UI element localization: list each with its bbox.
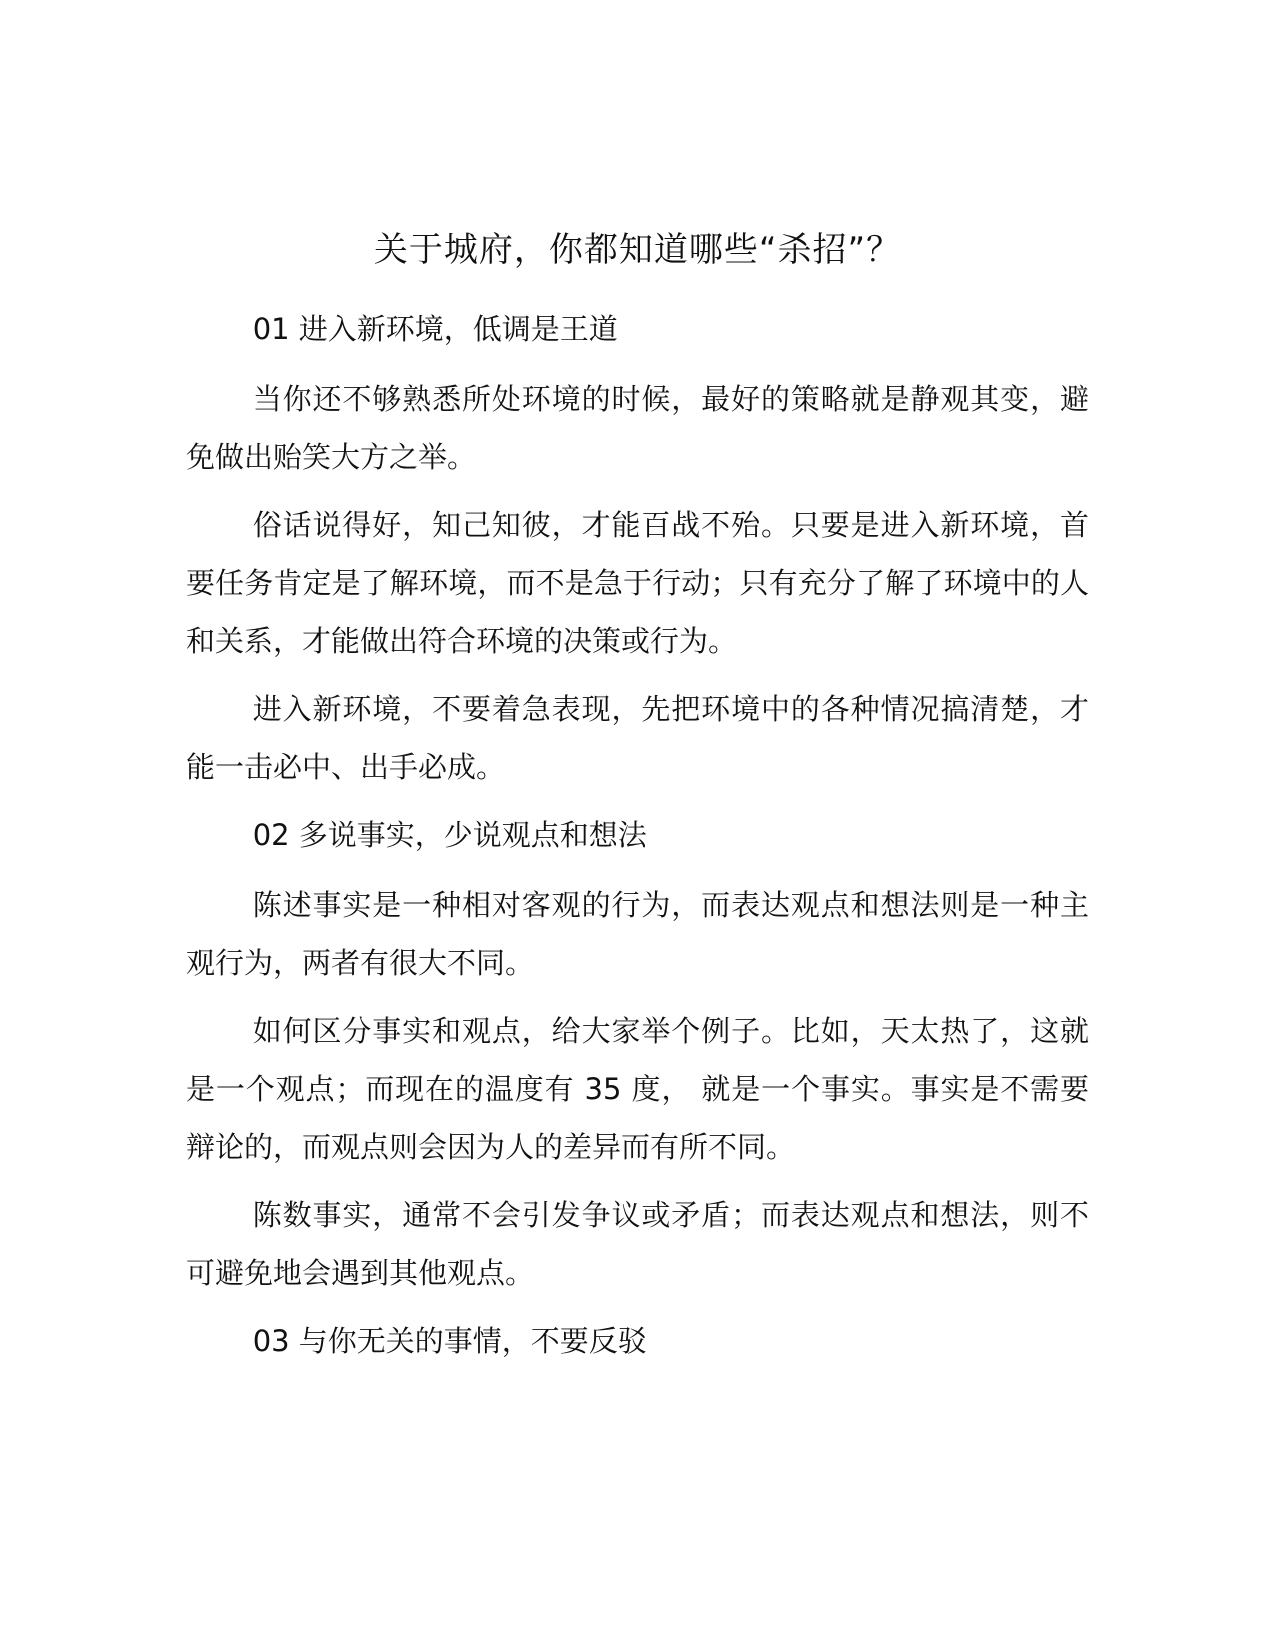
section-heading-01: 01 进入新环境，低调是王道 — [252, 312, 618, 346]
document-body — [186, 300, 1089, 1382]
paragraph: 如何区分事实和观点，给大家举个例子。比如，天太热了，这就是一个观点；而现在的温度有 35 度， 就是一个事实。事实是不需要辩论的，而观点则会因为人的差异而有所不同。 — [186, 1014, 1089, 1164]
section-heading-03: 03 与你无关的事情，不要反驳 — [252, 1324, 647, 1358]
paragraph: 当你还不够熟悉所处环境的时候，最好的策略就是静观其变，避免做出贻笑大方之举。 — [186, 382, 1089, 474]
section-heading-02: 02 多说事实，少说观点和想法 — [252, 818, 647, 852]
paragraph: 陈述事实是一种相对客观的行为，而表达观点和想法则是一种主观行为，两者有很大不同。 — [186, 888, 1089, 980]
paragraph: 俗话说得好，知己知彼，才能百战不殆。只要是进入新环境，首要任务肯定是了解环境，而不是急于行动；只有充分了解了环境中的人和关系，才能做出符合环境的决策或行为。 — [186, 508, 1089, 658]
paragraph: 陈数事实，通常不会引发争议或矛盾；而表达观点和想法，则不可避免地会遇到其他观点。 — [186, 1198, 1089, 1290]
paragraph: 进入新环境，不要着急表现，先把环境中的各种情况搞清楚，才能一击必中、出手必成。 — [186, 692, 1089, 784]
document-title: 关于城府，你都知道哪些“杀招”？ — [373, 230, 902, 270]
